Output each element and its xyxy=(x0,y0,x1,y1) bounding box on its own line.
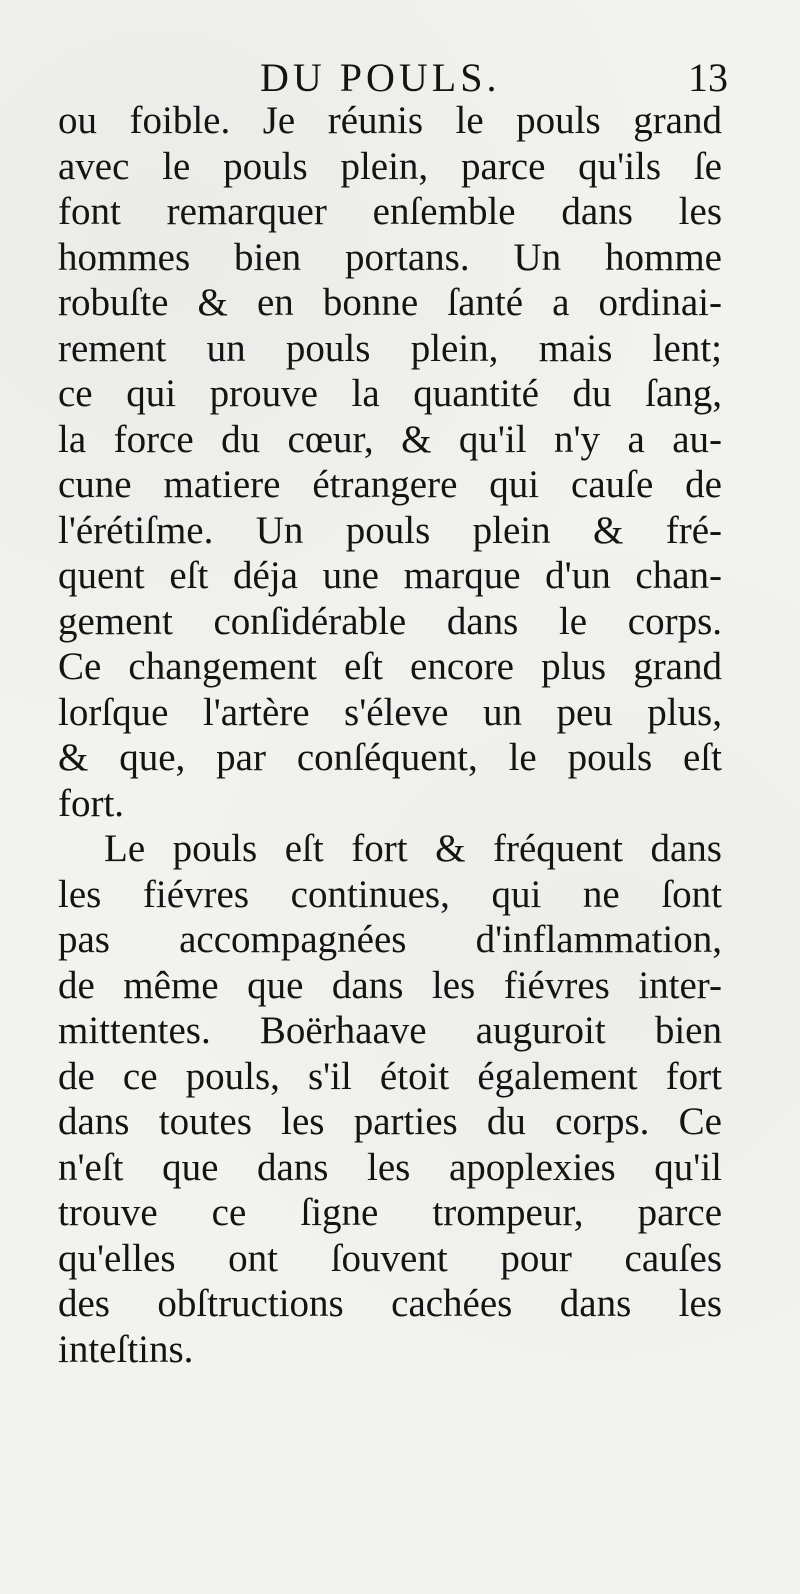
text-line: mittentes. Boërhaave auguroit bien xyxy=(58,1009,722,1052)
text-line: de même que dans les fiévres inter- xyxy=(58,963,722,1007)
text-line: l'érétiſme. Un pouls plein & fré- xyxy=(58,508,722,552)
text-line: des obſtructions cachées dans les xyxy=(58,1282,722,1325)
page-number: 13 xyxy=(688,55,728,100)
text-line: & que, par conſéquent, le pouls eſt xyxy=(58,736,722,779)
text-line: lorſque l'artère s'éleve un peu plus, xyxy=(58,690,722,734)
text-line: avec le pouls plein, parce qu'ils ſe xyxy=(58,144,722,188)
text-line: la force du cœur, & qu'il n'y a au- xyxy=(58,417,722,461)
text-line: les fiévres continues, qui ne ſont xyxy=(58,872,722,916)
text-line: Ce changement eſt encore plus grand xyxy=(58,645,722,688)
text-line: de ce pouls, s'il étoit également fort xyxy=(58,1054,722,1098)
text-line: gement conſidérable dans le corps. xyxy=(58,599,722,643)
text-line: dans toutes les parties du corps. Ce xyxy=(58,1100,722,1143)
body-text xyxy=(58,98,722,1372)
text-line: cune matiere étrangere qui cauſe de xyxy=(58,463,722,506)
paragraph-1 xyxy=(58,98,722,826)
text-line: fort. xyxy=(58,781,125,825)
text-line: quent eſt déja une marque d'un chan- xyxy=(58,554,722,597)
text-line: trouve ce ſigne trompeur, parce xyxy=(58,1191,722,1234)
text-line: inteſtins. xyxy=(58,1327,194,1371)
text-line: robuſte & en bonne ſanté a ordinai- xyxy=(58,281,722,324)
text-line: pas accompagnées d'inflammation, xyxy=(58,918,722,961)
text-line: n'eſt que dans les apoplexies qu'il xyxy=(58,1145,722,1189)
text-line: Le pouls eſt fort & fréquent dans xyxy=(104,827,722,870)
text-line: ou foible. Je réunis le pouls grand xyxy=(58,99,722,142)
text-line: qu'elles ont ſouvent pour cauſes xyxy=(58,1236,722,1280)
paragraph-2 xyxy=(58,826,722,1372)
text-line: rement un pouls plein, mais lent; xyxy=(58,326,722,370)
running-title: DU POULS. xyxy=(260,55,501,100)
text-line: ce qui prouve la quantité du ſang, xyxy=(58,372,722,415)
text-line: font remarquer enſemble dans les xyxy=(58,190,722,233)
text-line: hommes bien portans. Un homme xyxy=(58,235,722,279)
